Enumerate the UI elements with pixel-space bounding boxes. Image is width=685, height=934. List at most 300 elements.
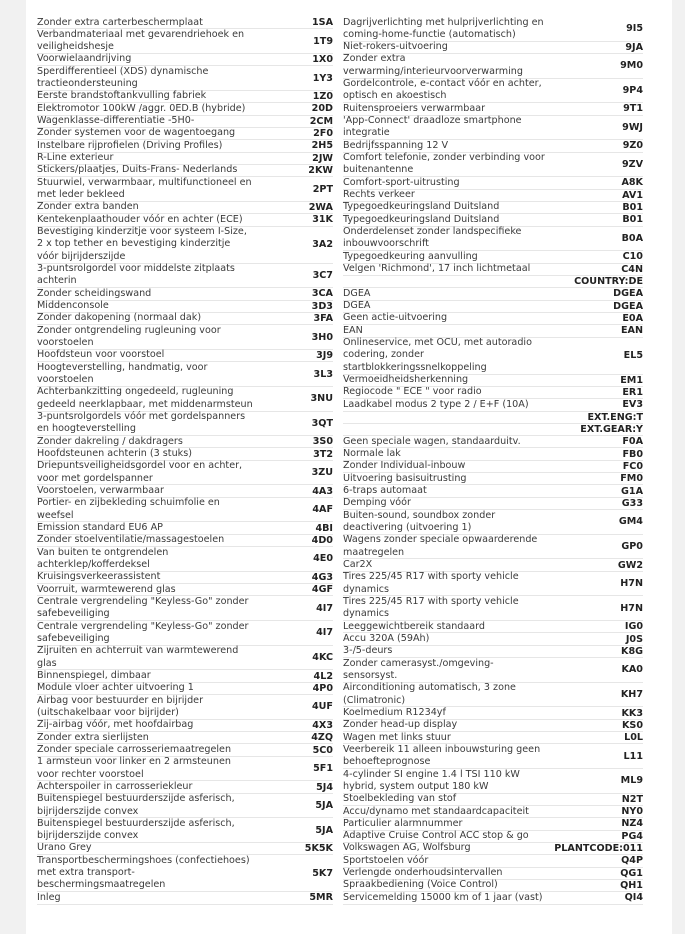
option-row [343, 264, 643, 276]
option-description: Normale lak [343, 447, 401, 459]
option-description: Zonder dakopening (normaal dak) [37, 312, 202, 324]
option-description: Bevestiging kinderzitje voor systeem I-Size, 2 x top tether en bevestiging kinderzitje vóór bijrijderszijde [37, 226, 247, 262]
option-description: Accu 320A (59Ah) [343, 632, 430, 644]
option-description: Typegoedkeuringsland Duitsland [343, 213, 500, 225]
option-row [343, 436, 643, 448]
option-code: EXT.ENG:T [587, 411, 643, 423]
option-row [343, 880, 643, 892]
option-row [37, 362, 333, 387]
option-code: 3ZU [311, 467, 333, 479]
option-description: 6-traps automaat [343, 484, 427, 496]
option-code: L0L [624, 732, 643, 744]
option-description: Urano Grey [37, 842, 92, 854]
option-description: Zij-airbag vóór, met hoofdairbag [37, 719, 194, 731]
option-code: NZ4 [621, 818, 643, 830]
option-description: Stickers/plaatjes, Duits-Frans- Nederlands [37, 164, 238, 176]
option-row [343, 288, 643, 300]
option-code: 3A2 [312, 239, 333, 251]
option-code: 1T9 [313, 35, 333, 47]
option-code: 3D3 [311, 300, 333, 312]
option-description: Zonder stoelventilatie/massagestoelen [37, 534, 225, 546]
option-description: Koelmedium R1234yf [343, 706, 446, 718]
option-code: C4N [621, 263, 643, 275]
option-code: L11 [623, 750, 643, 762]
option-code: NY0 [621, 806, 643, 818]
option-description: Vermoeidheidsherkenning [343, 374, 469, 386]
option-description: Voorruit, warmtewerend glas [37, 583, 176, 595]
option-row [343, 806, 643, 818]
option-code: DGEA [613, 300, 643, 312]
option-code: 3QT [311, 417, 333, 429]
option-row [37, 116, 333, 128]
option-row [37, 584, 333, 596]
option-row [37, 227, 333, 264]
option-description: Elektromotor 100kW /aggr. 0ED.B (hybride) [37, 102, 246, 114]
option-code: 3CA [311, 288, 333, 300]
option-code: 3NU [310, 393, 333, 405]
option-row [343, 79, 643, 104]
option-row [37, 781, 333, 793]
option-description: 3-/5-deurs [343, 645, 393, 657]
option-row [343, 424, 643, 436]
option-description: Binnenspiegel, dimbaar [37, 669, 151, 681]
option-row [37, 461, 333, 486]
option-code: 4L2 [313, 670, 333, 682]
option-description: Buitenspiegel bestuurderszijde asferisch, bijrijderszijde convex [37, 817, 235, 842]
option-code: 4D0 [311, 534, 333, 546]
option-code: F0A [622, 436, 643, 448]
option-row [37, 535, 333, 547]
option-code: 3C7 [312, 269, 333, 281]
option-code: EV3 [622, 399, 643, 411]
option-description: Comfort telefonie, zonder verbinding voor buitenantenne [343, 152, 545, 176]
option-row [343, 831, 643, 843]
option-row [343, 732, 643, 744]
option-description: Gordelcontrole, e-contact vóór en achter, optisch en akoestisch [343, 78, 542, 102]
option-row [37, 547, 333, 572]
option-description: Driepuntsveiligheidsgordel voor en achter, voor met gordelspanner [37, 460, 243, 484]
option-code: KA0 [621, 664, 643, 676]
option-code: FB0 [622, 448, 643, 460]
option-description: Hoogteverstelling, handmatig, voor voorstoelen [37, 361, 208, 386]
option-row [343, 818, 643, 830]
option-code: 5K5K [304, 843, 333, 855]
option-description: Comfort-sport-uitrusting [343, 176, 460, 188]
option-code: 9I5 [626, 23, 643, 35]
option-row [343, 658, 643, 683]
option-description: R-Line exterieur [37, 152, 114, 164]
option-row [343, 301, 643, 313]
option-description: Sportstoelen vóór [343, 854, 429, 866]
option-code: EAN [620, 325, 643, 337]
option-code: 31K [312, 214, 333, 226]
option-description: Ruitensproeiers verwarmbaar [343, 102, 486, 114]
option-code: 2H5 [311, 140, 333, 152]
option-row [37, 794, 333, 819]
option-row [343, 412, 643, 424]
option-code: J0S [625, 633, 643, 645]
option-description: Wagenklasse-differentiatie -5H0- [37, 115, 195, 127]
option-description: Geen actie-uitvoering [343, 312, 448, 324]
option-description: Van buiten te ontgrendelen achterklep/kofferdeksel [37, 546, 169, 570]
option-row [37, 596, 333, 621]
option-code: 5C0 [312, 744, 333, 756]
option-code: GM4 [618, 516, 643, 528]
option-description: Veerbereik 11 alleen inbouwsturing geen behoefteprognose [343, 743, 541, 768]
option-row [37, 720, 333, 732]
option-description: Buitenspiegel bestuurderszijde asferisch, bijrijderszijde convex [37, 793, 235, 817]
option-row [343, 892, 643, 904]
option-code: AV1 [622, 189, 643, 201]
option-description: Module vloer achter uitvoering 1 [37, 682, 194, 694]
option-row [37, 485, 333, 497]
option-code: 2KW [308, 165, 333, 177]
option-description: Bedrijfsspanning 12 V [343, 139, 449, 151]
option-description: Zonder camerasyst./omgeving- sensorsyst. [343, 657, 494, 681]
option-row [343, 510, 643, 535]
option-row [343, 498, 643, 510]
option-row [37, 670, 333, 682]
option-row [37, 313, 333, 325]
option-row [37, 325, 333, 350]
option-row [343, 177, 643, 189]
option-row [343, 140, 643, 152]
option-description: Airbag voor bestuurder en bijrijder (uitschakelbaar voor bijrijder) [37, 694, 204, 718]
option-description: Zonder extra verwarming/interieurvoorverwarming [343, 53, 523, 77]
option-code: 5K7 [312, 867, 333, 879]
option-code: 2F0 [313, 128, 333, 140]
option-row [37, 732, 333, 744]
option-row [343, 153, 643, 178]
option-description: Zonder extra carterbeschermplaat [37, 16, 203, 28]
option-code: 2PT [312, 183, 333, 195]
option-row [37, 264, 333, 289]
option-description: 3-puntsrolgordel voor middelste zitplaats achterin [37, 263, 235, 287]
option-code: EXT.GEAR:Y [580, 423, 643, 435]
option-code: 3L3 [313, 368, 333, 380]
option-code: 5JA [315, 800, 333, 811]
option-description: Kruisingsverkeerassistent [37, 571, 161, 583]
option-row [37, 843, 333, 855]
option-code: 4P0 [312, 682, 333, 694]
options-column-left [37, 17, 333, 905]
option-code: B01 [622, 202, 643, 214]
option-description: Buiten-sound, soundbox zonder deactivering (uitvoering 1) [343, 509, 496, 533]
option-code: 5F1 [313, 763, 333, 775]
option-code: EM1 [620, 374, 643, 386]
option-code: G33 [621, 497, 643, 509]
option-code: A8K [621, 177, 643, 189]
option-code: 3FA [313, 313, 333, 325]
option-code: FC0 [622, 460, 643, 472]
option-code: PLANTCODE:011 [554, 843, 643, 855]
option-code: H7N [620, 578, 643, 590]
option-code: 9Z0 [622, 140, 643, 152]
option-code: KS0 [621, 719, 643, 731]
option-description: Car2X [343, 558, 373, 570]
option-row [343, 596, 643, 621]
option-code: B0A [621, 232, 643, 244]
option-code: DGEA [613, 288, 643, 300]
option-description: Velgen 'Richmond', 17 inch lichtmetaal [343, 263, 531, 275]
option-description: Sperdifferentieel (XDS) dynamische tractieondersteuning [37, 65, 209, 90]
option-row [343, 868, 643, 880]
option-row [343, 313, 643, 325]
option-description: Geen speciale wagen, standaarduitv. [343, 435, 521, 447]
option-description: Regiocode " ECE " voor radio [343, 386, 482, 398]
option-row [37, 448, 333, 460]
option-code: QG1 [620, 867, 643, 879]
option-code: EL5 [623, 350, 643, 362]
option-row [37, 892, 333, 904]
option-description: Zonder dakreling / dakdragers [37, 435, 183, 447]
option-description: Instelbare rijprofielen (Driving Profiles) [37, 139, 223, 151]
option-code: 9P4 [622, 84, 643, 96]
option-row [343, 214, 643, 226]
option-code: 9T1 [623, 103, 643, 115]
option-row [37, 683, 333, 695]
option-description: Servicemelding 15000 km of 1 jaar (vast) [343, 891, 543, 903]
option-row [37, 572, 333, 584]
option-description: EAN [343, 324, 363, 336]
option-row [343, 17, 643, 42]
option-description: Adaptive Cruise Control ACC stop & go [343, 830, 529, 842]
option-code: 4ZQ [311, 732, 333, 744]
option-code: 5J4 [316, 781, 333, 793]
option-code: N2T [621, 793, 643, 805]
option-row [37, 103, 333, 115]
option-row [343, 744, 643, 769]
option-description: 3-puntsrolgordels vóór met gordelspanners en hoogteverstelling [37, 411, 246, 435]
option-row [343, 461, 643, 473]
option-code: 5JA [315, 824, 333, 836]
option-row [343, 485, 643, 497]
option-description: Tires 225/45 R17 with sporty vehicle dynamics [343, 595, 519, 620]
option-description: Voorstoelen, verwarmbaar [37, 484, 164, 496]
option-row [343, 251, 643, 263]
option-description: DGEA [343, 300, 371, 312]
option-row [37, 140, 333, 152]
option-description: Kentekenplaathouder vóór en achter (ECE) [37, 213, 243, 225]
option-row [343, 116, 643, 141]
option-row [37, 153, 333, 165]
option-row [343, 448, 643, 460]
option-row [37, 646, 333, 671]
option-description: Zonder systemen voor de wagentoegang [37, 127, 236, 139]
option-code: 4KC [312, 652, 333, 664]
option-code: 5MR [309, 892, 333, 904]
option-description: Particulier alarmnummer [343, 817, 463, 829]
option-code: QH1 [620, 880, 643, 892]
option-description: Onderdelenset zonder landspecifieke inbouwvoorschrift [343, 226, 522, 250]
option-row [343, 375, 643, 387]
option-row [37, 695, 333, 720]
option-row [37, 744, 333, 756]
option-row [343, 855, 643, 867]
option-row [37, 757, 333, 782]
option-code: 2WA [308, 202, 333, 214]
option-code: 1Y3 [312, 72, 333, 84]
option-code: PG4 [621, 830, 643, 842]
option-description: Stoelbekleding van stof [343, 793, 457, 805]
option-description: Portier- en zijbekleding schuimfolie en weefsel [37, 497, 220, 521]
option-description: Centrale vergrendeling "Keyless-Go" zonder safebeveiliging [37, 620, 249, 644]
option-row [37, 498, 333, 523]
option-code: ER1 [622, 387, 643, 398]
options-column-right [343, 17, 643, 905]
option-row [37, 66, 333, 91]
option-code: 4G3 [311, 571, 333, 583]
option-row [37, 177, 333, 202]
option-row [37, 387, 333, 412]
option-description: Centrale vergrendeling "Keyless-Go" zonder safebeveiliging [37, 595, 249, 620]
option-code: 9ZV [621, 158, 643, 170]
option-row [37, 301, 333, 313]
option-code: 4GF [311, 584, 333, 596]
option-row [343, 794, 643, 806]
option-description: Achterspoiler in carrosseriekleur [37, 780, 193, 792]
option-description: 'App-Connect' draadloze smartphone integratie [343, 115, 522, 139]
option-row [343, 683, 643, 708]
option-code: 2JW [312, 152, 333, 164]
option-row [343, 843, 643, 855]
option-row [37, 288, 333, 300]
option-code: 9JA [625, 41, 643, 53]
option-description: Niet-rokers-uitvoering [343, 41, 448, 53]
option-row [37, 202, 333, 214]
option-description: DGEA [343, 287, 371, 299]
option-row [343, 720, 643, 732]
option-row [343, 227, 643, 252]
option-row [343, 338, 643, 375]
option-code: 1X0 [312, 54, 333, 66]
option-description: Middenconsole [37, 300, 109, 312]
option-row [343, 473, 643, 485]
option-code: 9WJ [622, 121, 643, 133]
option-row [343, 559, 643, 571]
option-row [343, 387, 643, 399]
option-description: Hoofdsteun voor voorstoel [37, 349, 165, 361]
option-row [37, 214, 333, 226]
option-code: K8G [621, 645, 643, 657]
option-description: Laadkabel modus 2 type 2 / E+F (10A) [343, 398, 529, 410]
option-description: Inleg [37, 891, 61, 903]
option-code: 4X3 [312, 719, 333, 731]
option-row [343, 276, 643, 288]
option-code: QI4 [624, 892, 643, 904]
option-description: Zonder extra sierlijsten [37, 731, 149, 743]
option-description: Typegoedkeuringsland Duitsland [343, 201, 500, 213]
option-code: 4E0 [313, 553, 333, 565]
option-code: ML9 [620, 775, 643, 787]
option-code: 3T2 [313, 448, 333, 460]
option-description: Zonder speciale carrosseriemaatregelen [37, 743, 232, 755]
option-code: KH7 [620, 689, 643, 701]
option-row [343, 202, 643, 214]
option-description: Stuurwiel, verwarmbaar, multifunctioneel en met leder bekleed [37, 176, 252, 201]
option-code: IG0 [624, 621, 643, 633]
option-row [37, 818, 333, 843]
option-description: 1 armsteun voor linker en 2 armsteunen voor rechter voorstoel [37, 756, 231, 780]
option-code: 2CM [309, 115, 333, 127]
option-code: 3S0 [312, 436, 333, 448]
option-code: 4A3 [312, 485, 333, 497]
option-row [37, 91, 333, 103]
option-row [37, 436, 333, 448]
option-row [343, 54, 643, 79]
option-description: Onlineservice, met OCU, met autoradio codering, zonder startblokkeringssnelkoppeling [343, 337, 532, 373]
option-row [343, 103, 643, 115]
option-description: Zonder scheidingswand [37, 287, 152, 299]
option-description: Zonder extra banden [37, 201, 139, 213]
option-code: 4UF [311, 701, 333, 713]
option-code: 1SA [311, 17, 333, 29]
option-code: B01 [622, 214, 643, 226]
option-row [37, 522, 333, 534]
option-row [37, 165, 333, 177]
option-code: E0A [622, 313, 643, 325]
option-description: Rechts verkeer [343, 189, 415, 201]
option-row [343, 572, 643, 597]
option-description: Eerste brandstoftankvulling fabriek [37, 90, 207, 102]
option-row [37, 29, 333, 54]
option-row [37, 412, 333, 437]
option-description: Emission standard EU6 AP [37, 521, 163, 533]
option-row [343, 325, 643, 337]
option-row [343, 646, 643, 658]
option-description: Zijruiten en achterruit van warmtewerend glas [37, 645, 239, 669]
option-code: KK3 [621, 707, 643, 719]
option-code: GP0 [621, 541, 643, 553]
option-code: 20D [311, 103, 333, 115]
option-code: 3H0 [311, 331, 333, 343]
option-description: Achterbankzitting ongedeeld, rugleuning gedeeld neerklapbaar, met middenarmsteun [37, 386, 253, 410]
option-code: 4AF [312, 504, 333, 516]
option-code: 4I7 [316, 627, 333, 639]
option-description: Leeggewichtbereik standaard [343, 620, 486, 632]
option-row [343, 190, 643, 202]
option-row [37, 855, 333, 892]
option-description: Verlengde onderhoudsintervallen [343, 867, 503, 879]
option-description: Tires 225/45 R17 with sporty vehicle dynamics [343, 571, 519, 595]
option-code: 4I7 [316, 602, 333, 614]
option-code: FM0 [620, 473, 643, 485]
option-row [343, 621, 643, 633]
option-row [343, 535, 643, 560]
option-code: C10 [622, 251, 643, 263]
option-row [343, 707, 643, 719]
option-description: 4-cylinder SI engine 1.4 l TSI 110 kW hybrid, system output 180 kW [343, 768, 520, 792]
option-code: H7N [620, 602, 643, 614]
option-description: Volkswagen AG, Wolfsburg [343, 842, 471, 854]
option-description: Transportbeschermingshoes (confectiehoes) met extra transport- beschermingsmaatregelen [37, 854, 250, 891]
option-code: 1Z0 [312, 91, 333, 103]
option-row [343, 42, 643, 54]
option-code: G1A [621, 485, 643, 497]
option-row [343, 769, 643, 794]
option-row [37, 128, 333, 140]
option-description: Hoofdsteunen achterin (3 stuks) [37, 447, 192, 459]
options-list-page [26, 0, 672, 934]
option-row [37, 17, 333, 29]
option-row [343, 633, 643, 645]
option-description: Wagen met links stuur [343, 731, 451, 743]
option-description: Spraakbediening (Voice Control) [343, 879, 498, 891]
option-description: Demping vóór [343, 497, 411, 509]
option-code: COUNTRY:DE [574, 276, 643, 288]
option-description: Typegoedkeuring aanvulling [343, 250, 478, 262]
option-description: Airconditioning automatisch, 3 zone (Climatronic) [343, 682, 516, 706]
